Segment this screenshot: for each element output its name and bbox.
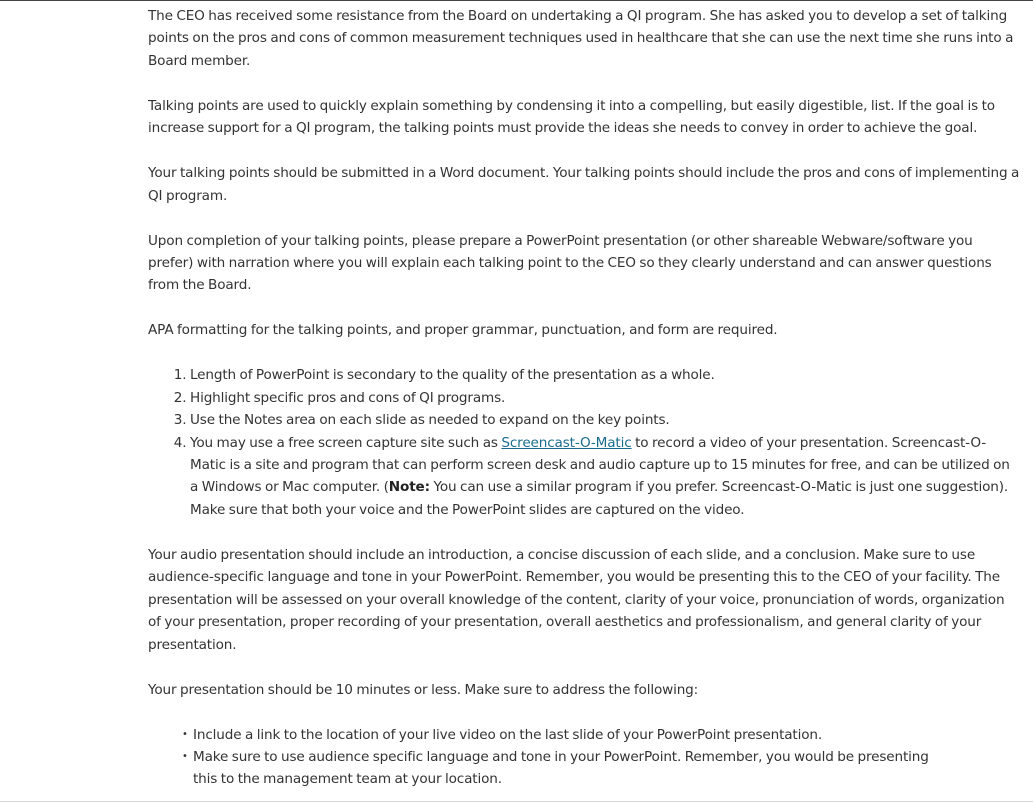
requirements-bullet-list [148, 724, 952, 791]
paragraph-word-document: Your talking points should be submitted in a Word document. Your talking points should include the pros and cons of implementing a QI program. [148, 165, 1020, 204]
paragraph-apa-formatting: APA formatting for the talking points, and proper grammar, punctuation, and form are required. [148, 322, 778, 339]
paragraph-ceo-resistance: The CEO has received some resistance from the Board on undertaking a QI program. She has asked you to develop a set of talking points on the pros and cons of common measurement techniques used in healthcare that she can use the next time she runs into a Board member. [148, 8, 1014, 69]
bottom-divider [0, 801, 1033, 802]
presentation-steps-list [148, 364, 1020, 521]
paragraph-audio-presentation: Your audio presentation should include an introduction, a concise discussion of each slide, and a conclusion. Make sure to use audience-specific language and tone in your PowerPoint. Remember, you would be presenting this to the CEO of your facility. The presentation will be assessed on your overall knowledge of the content, clarity of your voice, pronunciation of words, organization of your presentation, proper recording of your presentation, overall aesthetics and professionalism, and general clarity of your presentation. [148, 546, 1005, 653]
assignment-instructions [148, 5, 1020, 791]
paragraph-talking-points-definition: Talking points are used to quickly explain something by condensing it into a compelling, but easily digestible, list. If the goal is to increase support for a QI program, the talking points must provide the ideas she needs to convey in order to achieve the goal. [148, 97, 995, 137]
list-item: • Make sure to use audience specific language and tone in your PowerPoint. Remember, you would be presenting this to the management team at your location. [182, 746, 952, 791]
list-item: • Include a link to the location of your live video on the last slide of your PowerPoint presentation. [182, 724, 952, 746]
step4-text-before: You may use a free screen capture site such as [190, 434, 502, 451]
paragraph-presentation-length: Your presentation should be 10 minutes or less. Make sure to address the following: [148, 681, 699, 698]
note-label: Note: [388, 479, 430, 496]
list-item: 1. Length of PowerPoint is secondary to the quality of the presentation as a whole. [190, 364, 1020, 386]
paragraph-powerpoint-narration: Upon completion of your talking points, please prepare a PowerPoint presentation (or other shareable Webware/software you prefer) with narration where you will explain each talking point to the CEO so they clearly understand and can answer questions from the Board. [148, 232, 992, 294]
top-divider [0, 0, 1033, 1]
list-item: 2. Highlight specific pros and cons of QI programs. [190, 387, 1020, 409]
step4-text-after: to record a video of your presentation. Screencast-O-Matic is a site and program that can perform screen desk and audio capture up to 15 minutes for free, and can be utilized on a Windows or Mac computer. ( [190, 434, 1010, 496]
step4-note-text: You can use a similar program if you prefer. Screencast-O-Matic is just one suggestion). Make sure that both your voice and the PowerPoint slides are captured on the video. [190, 479, 1009, 518]
screencast-o-matic-link[interactable]: Screencast-O-Matic [501, 434, 632, 451]
list-item: 3. Use the Notes area on each slide as needed to expand on the key points. [190, 409, 1020, 431]
list-item-screen-capture [190, 432, 1020, 522]
